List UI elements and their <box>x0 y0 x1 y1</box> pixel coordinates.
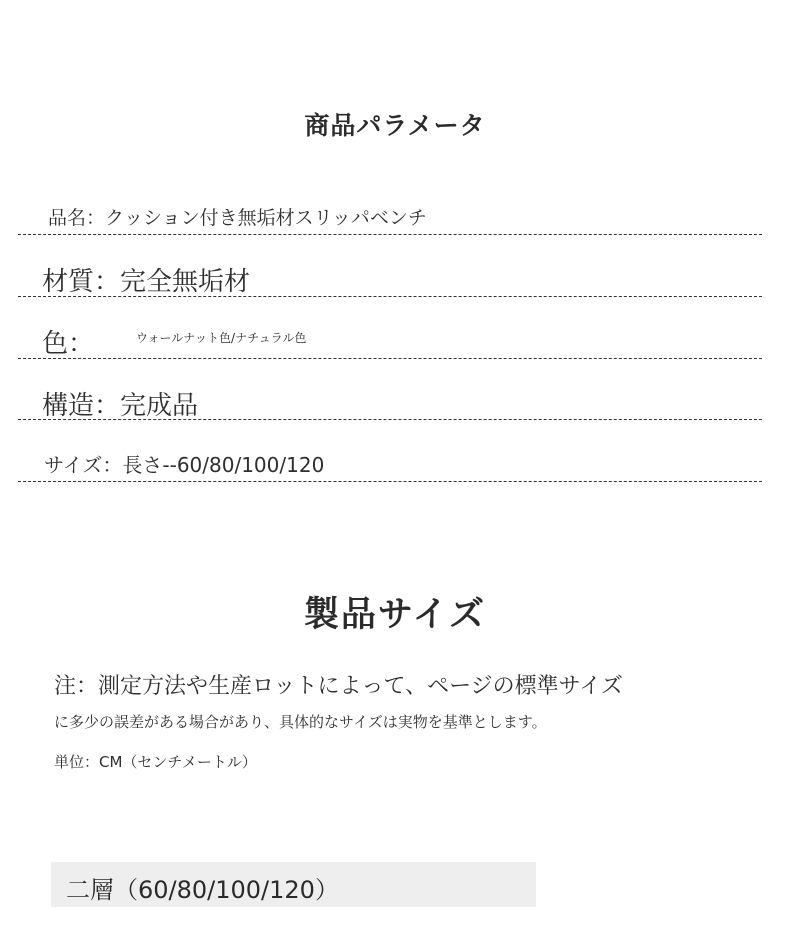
param-row-name <box>18 180 762 235</box>
variant-header-bar <box>51 862 536 907</box>
param-name-text: 品名：クッション付き無垢材スリッパベンチ <box>48 207 427 229</box>
param-row-material <box>18 235 762 297</box>
params-section-title: 商品パラメータ <box>304 111 486 140</box>
param-color-label: 色： <box>42 329 95 359</box>
param-row-color <box>18 297 762 359</box>
variant-label: 二層（60/80/100/120） <box>66 876 339 904</box>
param-material-text: 材質：完全無垢材 <box>42 267 251 297</box>
param-structure-text: 構造：完成品 <box>42 391 199 421</box>
param-row-structure <box>18 359 762 420</box>
param-color-value: ウォールナット色/ナチュラル色 <box>136 331 307 345</box>
unit-label: 単位：CM（センチメートル） <box>54 753 257 771</box>
product-size-section-title: 製品サイズ <box>303 595 487 635</box>
measurement-note-line-2: に多少の誤差がある場合があり、具体的なサイズは実物を基準とします。 <box>54 713 547 731</box>
param-row-size <box>18 420 762 482</box>
measurement-note-line-1: 注：測定方法や生産ロットによって、ページの標準サイズ <box>54 674 623 699</box>
param-size-text: サイズ：長さ--60/80/100/120 <box>44 453 325 477</box>
